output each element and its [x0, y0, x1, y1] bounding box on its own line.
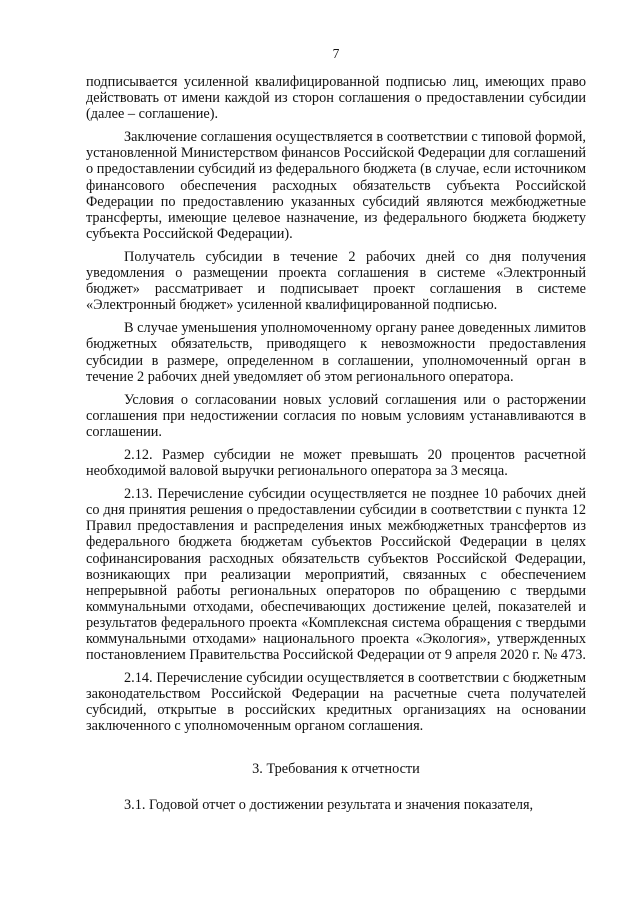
- page-number: 7: [332, 46, 340, 61]
- paragraph-2-12: 2.12. Размер субсидии не может превышать 20 процентов расчетной необходимой валовой выручки регионального оператора за 3 месяца.: [86, 446, 586, 480]
- document-page: [86, 0, 586, 905]
- paragraph-continuation: подписывается усиленной квалифицированной подписью лиц, имеющих право действовать от имени каждой из сторон соглашения о предоставлении субсидии (далее – соглашение).: [86, 74, 586, 123]
- paragraph-3-1: 3.1. Годовой отчет о достижении результата и значения показателя,: [124, 796, 534, 813]
- document-body: [86, 74, 586, 820]
- paragraph-limits-reduction: В случае уменьшения уполномоченному органу ранее доведенных лимитов бюджетных обязательств, приводящего к невозможности предоставления субсидии в размере, определенном в соглашении, уполномоченный орган в течение 2 рабочих дней уведомляет об этом регионального оператора.: [86, 320, 586, 385]
- section-heading-reporting: 3. Требования к отчетности: [252, 760, 420, 777]
- paragraph-2-14: 2.14. Перечисление субсидии осуществляется в соответствии с бюджетным законодательством Российской Федерации на расчетные счета получателей субсидий, открытые в российских кредитных организациях на основании заключенного с уполномоченным органом соглашения.: [86, 670, 586, 735]
- paragraph-agreement-form: Заключение соглашения осуществляется в соответствии с типовой формой, установленной Министерством финансов Российской Федерации для соглашений о предоставлении субсидий из федерального бюджета (в случае, если источником финансового обеспечения расходных обязательств субъекта Российской Федерации по предоставлению указанных субсидий являются межбюджетные трансферты, имеющие целевое назначение, из федерального бюджета бюджету субъекта Российской Федерации).: [86, 129, 586, 242]
- paragraph-2-13: 2.13. Перечисление субсидии осуществляется не позднее 10 рабочих дней со дня принятия решения о предоставлении субсидии в соответствии с пункта 12 Правил предоставления и распределения иных межбюджетных трансфертов из федерального бюджета бюджетам субъектов Российской Федерации в целях софинансирования расходных обязательств субъектов Российской Федерации, возникающих при реализации мероприятий, связанных с обеспечением непрерывной работы региональных операторов по обращению с твердыми коммунальными отходами, обеспечивающих достижение целей, показателей и результатов федерального проекта «Комплексная система обращения с твердыми коммунальными отходами» национального проекта «Экология», утвержденных постановлением Правительства Российской Федерации от 9 апреля 2020 г. № 473.: [86, 486, 586, 664]
- paragraph-new-conditions: Условия о согласовании новых условий соглашения или о расторжении соглашения при недостижении согласия по новым условиям устанавливаются в соглашении.: [86, 391, 586, 440]
- paragraph-electronic-budget: Получатель субсидии в течение 2 рабочих дней со дня получения уведомления о размещении проекта соглашения в системе «Электронный бюджет» рассматривает и подписывает проект соглашения в системе «Электронный бюджет» усиленной квалифицированной подписью.: [86, 248, 586, 314]
